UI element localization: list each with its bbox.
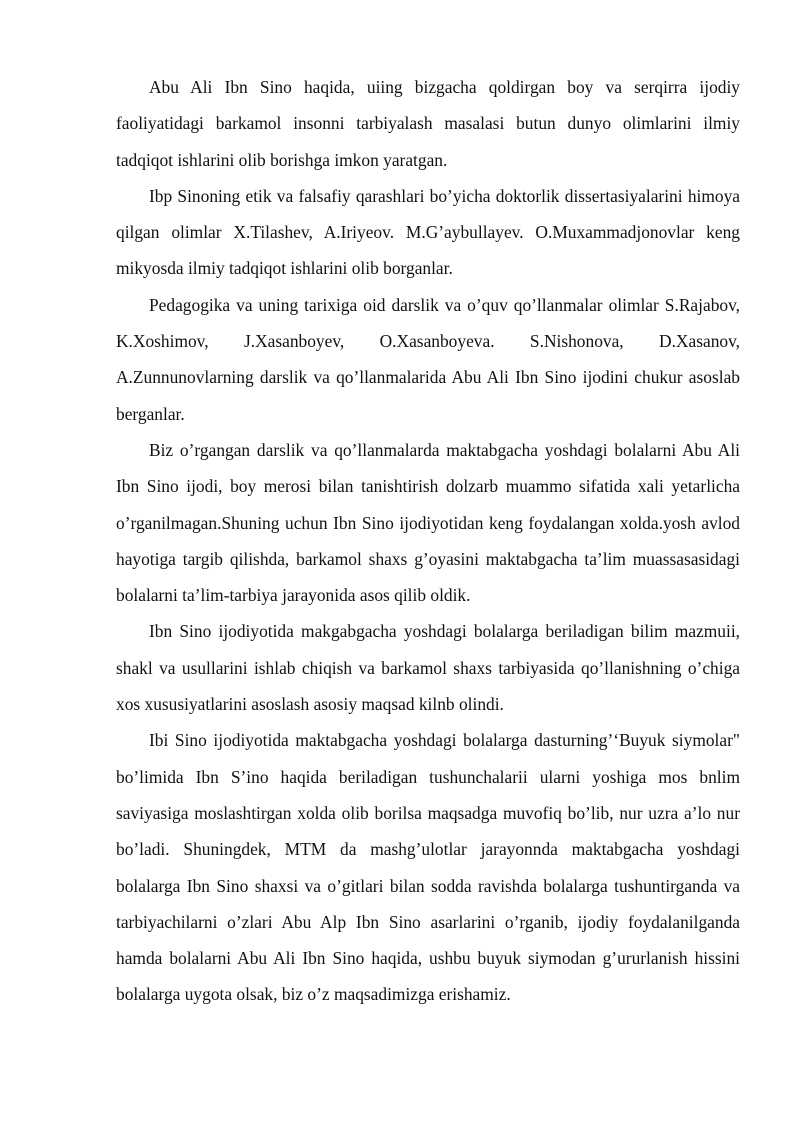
- paragraph-2: Ibp Sinoning etik va falsafiy qarashlari bo’yicha doktorlik dissertasiyalarini himoya qilgan olimlar X.Tilashev, A.Iriyeov. M.G’aybullayev. O.Muxammadjonovlar keng mikyosda ilmiy tadqiqot ishlarini olib borganlar.: [116, 185, 740, 279]
- paragraph-3: Pedagogika va uning tarixiga oid darslik va o’quv qo’llanmalar olimlar S.Rajabov, K.Xoshimov, J.Xasanboyev, O.Xasanboyeva. S.Nishonova, D.Xasanov, A.Zunnunovlarning darslik va qo’llanmalarida Abu Ali Ibn Sino ijodini chukur asoslab berganlar.: [116, 294, 740, 424]
- document-body: [116, 69, 740, 1013]
- paragraph-4: Biz o’rgangan darslik va qo’llanmalarda maktabgacha yoshdagi bolalarni Abu Ali Ibn Sino ijodi, boy merosi bilan tanishtirish dolzarb muammo sifatida xali yetarlicha o’rganilmagan.Shuning uchun Ibn Sino ijodiyotidan keng foydalangan xolda.yosh avlod hayotiga targib qilishda, barkamol shaxs g’oyasini maktabgacha ta’lim muassasasidagi bolalarni ta’lim-tarbiya jarayonida asos qilib oldik.: [116, 439, 740, 606]
- paragraph-1: Abu Ali Ibn Sino haqida, uiing bizgacha qoldirgan boy va serqirra ijodiy faoliyatidagi barkamol insonni tarbiyalash masalasi butun dunyo olimlarini ilmiy tadqiqot ishlarini olib borishga imkon yaratgan.: [116, 77, 740, 170]
- paragraph-6: Ibi Sino ijodiyotida maktabgacha yoshdagi bolalarga dasturning’‘Buyuk siymolar" bo’limida Ibn S’ino haqida beriladigan tushunchalarii ularni yoshiga mos bnlim saviyasiga moslashtirgan xolda olib borilsa maqsadga muvofiq bo’lib, nur uzra a’lo nur bo’ladi. Shuningdek, MTM da mashg’ulotlar jarayonnda maktabgacha yoshdagi bolalarga Ibn Sino shaxsi va o’gitlari bilan sodda ravishda bolalarga tushuntirganda va tarbiyachilarni o’zlari Abu Alp Ibn Sino asarlarini o’rganib, ijodiy foydalanilganda hamda bolalarni Abu Ali Ibn Sino haqida, ushbu buyuk siymodan g’ururlanish hissini bolalarga uygota olsak, biz o’z maqsadimizga erishamiz.: [116, 730, 740, 1005]
- paragraph-5: Ibn Sino ijodiyotida makgabgacha yoshdagi bolalarga beriladigan bilim mazmuii, shakl va usullarini ishlab chiqish va barkamol shaxs tarbiyasida qo’llanishning o’chiga xos xususiyatlarini asoslash asosiy maqsad kilnb olindi.: [116, 621, 740, 715]
